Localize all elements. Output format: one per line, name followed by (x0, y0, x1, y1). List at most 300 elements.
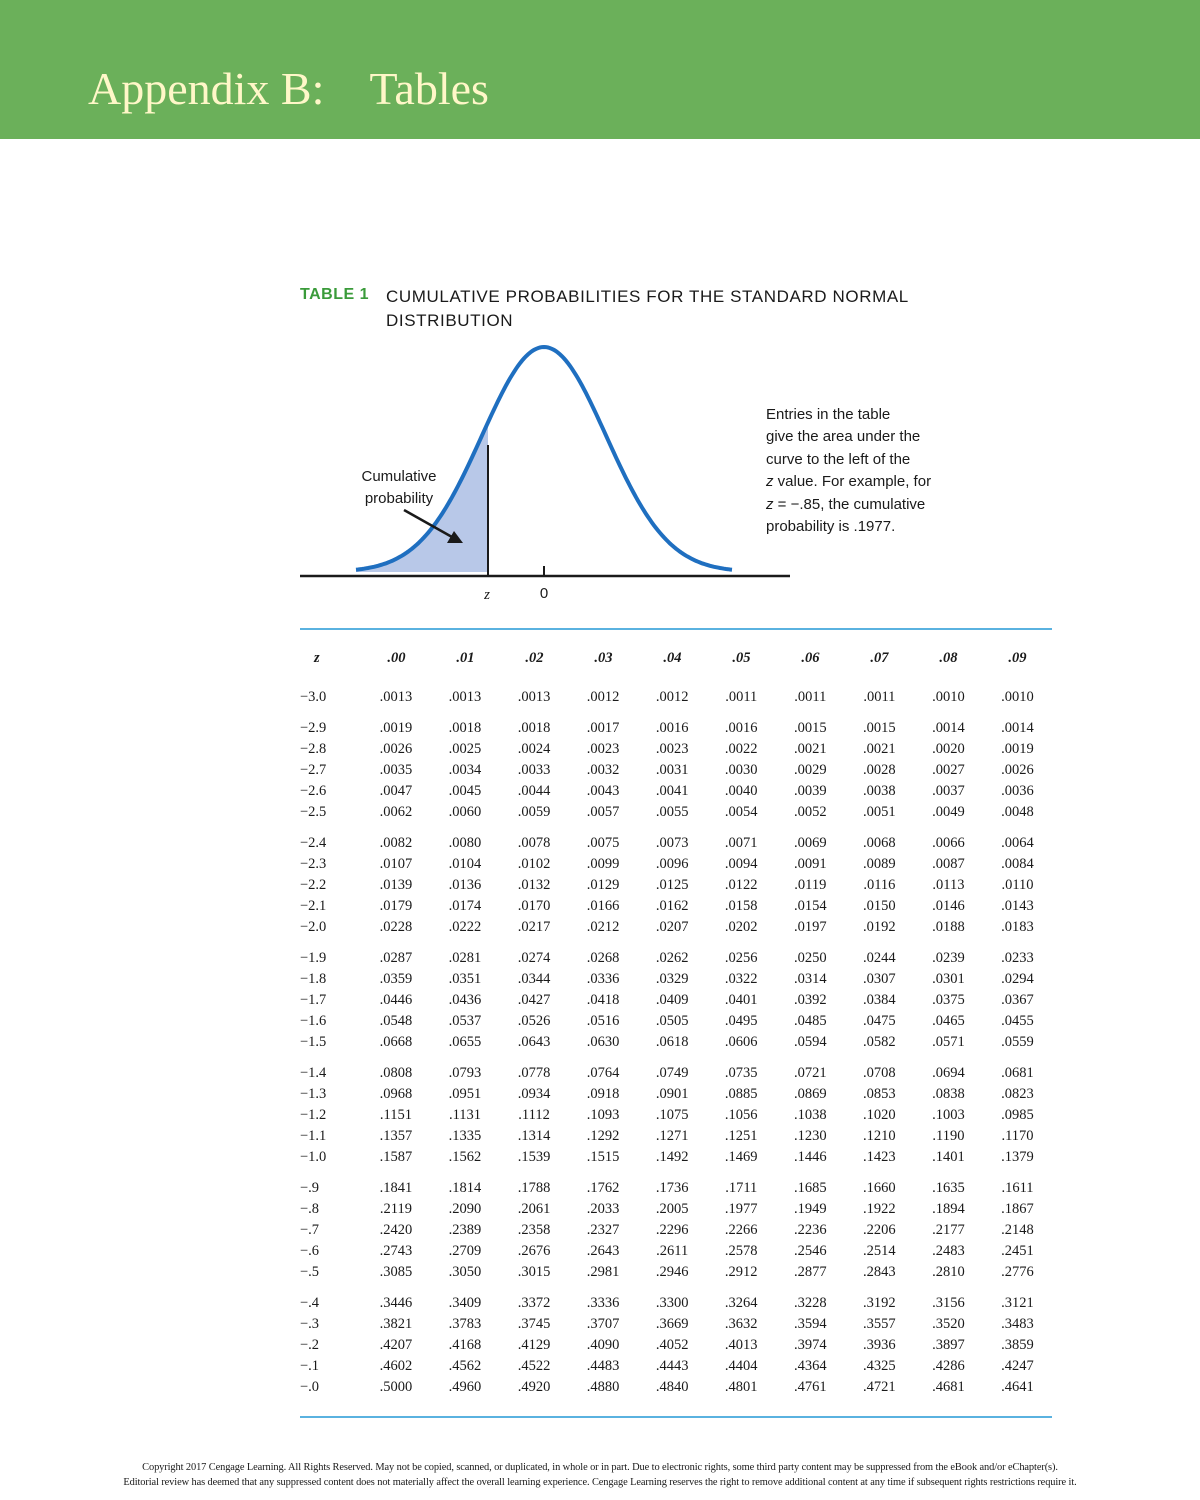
probability-cell: .0262 (655, 950, 689, 966)
zero-axis-label: 0 (539, 585, 549, 602)
probability-cell: .1515 (586, 1149, 620, 1165)
table-row (300, 1126, 1052, 1147)
probability-cell: .0094 (724, 856, 758, 872)
table-row (300, 896, 1052, 917)
probability-cell: .0038 (863, 783, 896, 799)
z-value-cell: −1.0 (300, 1149, 327, 1165)
probability-cell: .0256 (724, 950, 758, 966)
probability-cell: .0250 (793, 950, 827, 966)
note-line: z = −.85, the cumulative (766, 495, 926, 513)
z-value-cell: −2.7 (300, 762, 327, 778)
probability-cell: .2981 (586, 1264, 620, 1280)
probability-cell: .2776 (1001, 1264, 1034, 1280)
table-row (300, 1084, 1052, 1105)
probability-cell: .2743 (379, 1243, 413, 1259)
probability-cell: .0885 (724, 1086, 758, 1102)
z-value-cell: −2.5 (300, 804, 327, 820)
probability-cell: .2451 (1001, 1243, 1034, 1259)
probability-cell: .4364 (793, 1358, 827, 1374)
probability-cell: .0068 (863, 835, 896, 851)
probability-cell: .0239 (932, 950, 965, 966)
probability-cell: .0107 (379, 856, 413, 872)
z-value-cell: −.8 (300, 1201, 320, 1217)
table-row (300, 739, 1052, 760)
probability-cell: .1446 (793, 1149, 827, 1165)
table-row (300, 1063, 1052, 1084)
probability-cell: .1814 (448, 1180, 482, 1196)
probability-cell: .1977 (724, 1201, 758, 1217)
column-header: .05 (732, 650, 751, 666)
copyright-footer (0, 1460, 1200, 1490)
probability-cell: .0011 (725, 689, 758, 705)
probability-cell: .0359 (379, 971, 413, 987)
probability-cell: .3821 (379, 1316, 413, 1332)
table-row (300, 969, 1052, 990)
z-value-cell: −1.4 (300, 1065, 327, 1081)
probability-cell: .0838 (932, 1086, 965, 1102)
probability-cell: .2266 (724, 1222, 758, 1238)
probability-cell: .0606 (724, 1034, 758, 1050)
probability-cell: .0192 (863, 919, 896, 935)
probability-cell: .0019 (379, 720, 413, 736)
probability-cell: .2119 (379, 1201, 412, 1217)
probability-cell: .1112 (518, 1107, 550, 1123)
probability-cell: .0059 (517, 804, 551, 820)
column-header: .08 (939, 650, 958, 666)
probability-cell: .0154 (793, 898, 827, 914)
probability-cell: .0322 (724, 971, 758, 987)
probability-cell: .4880 (586, 1379, 620, 1395)
probability-cell: .0158 (724, 898, 758, 914)
probability-cell: .0035 (379, 762, 413, 778)
z-value-cell: −2.4 (300, 835, 327, 851)
z-value-cell: −1.2 (300, 1107, 327, 1123)
table-row (300, 1220, 1052, 1241)
probability-cell: .0336 (586, 971, 620, 987)
probability-cell: .0594 (793, 1034, 827, 1050)
probability-cell: .0023 (586, 741, 620, 757)
table-row (300, 990, 1052, 1011)
probability-cell: .0150 (863, 898, 896, 914)
probability-cell: .5000 (379, 1379, 413, 1395)
probability-cell: .2236 (793, 1222, 827, 1238)
probability-cell: .0057 (586, 804, 620, 820)
probability-cell: .3707 (586, 1316, 620, 1332)
probability-cell: .0017 (586, 720, 620, 736)
z-value-cell: −.0 (300, 1379, 320, 1395)
probability-cell: .1922 (863, 1201, 896, 1217)
table-row (300, 1314, 1052, 1335)
copyright-line-2: Editorial review has deemed that any suppressed content does not materially affect the overall learning experience. Cengage Learning reserves the right to remove additional content at any time if subsequent rights restrictions require it. (123, 1477, 1077, 1488)
probability-cell: .0446 (379, 992, 413, 1008)
z-value-cell: −.6 (300, 1243, 320, 1259)
probability-cell: .3300 (655, 1295, 689, 1311)
note-line: z value. For example, for (766, 473, 932, 491)
probability-cell: .3745 (517, 1316, 551, 1332)
probability-cell: .0436 (448, 992, 482, 1008)
probability-cell: .2843 (863, 1264, 896, 1280)
probability-cell: .0314 (793, 971, 827, 987)
probability-cell: .1230 (793, 1128, 827, 1144)
z-value-cell: −2.0 (300, 919, 327, 935)
probability-cell: .1788 (517, 1180, 551, 1196)
probability-cell: .4013 (724, 1337, 758, 1353)
probability-cell: .4960 (448, 1379, 482, 1395)
probability-cell: .0571 (932, 1034, 965, 1050)
probability-cell: .0146 (932, 898, 965, 914)
normal-curve (356, 347, 732, 570)
table-row (300, 1335, 1052, 1356)
table-row (300, 1105, 1052, 1126)
curve-label-line1: Cumulative (361, 468, 437, 485)
table-row (300, 854, 1052, 875)
probability-cell: .3156 (932, 1295, 965, 1311)
probability-cell: .0901 (655, 1086, 689, 1102)
probability-cell: .0016 (724, 720, 758, 736)
probability-cell: .1379 (1001, 1149, 1034, 1165)
probability-cell: .0132 (517, 877, 551, 893)
probability-cell: .0019 (1001, 741, 1034, 757)
probability-cell: .0351 (448, 971, 482, 987)
z-value-cell: −.7 (300, 1222, 320, 1238)
table-row (300, 1147, 1052, 1168)
probability-cell: .1611 (1001, 1180, 1034, 1196)
probability-cell: .4443 (655, 1358, 689, 1374)
table-row (300, 1011, 1052, 1032)
table-row (300, 917, 1052, 938)
probability-cell: .0031 (655, 762, 689, 778)
probability-cell: .1151 (379, 1107, 412, 1123)
probability-cell: .1292 (586, 1128, 620, 1144)
probability-cell: .0023 (655, 741, 689, 757)
z-value-cell: −3.0 (300, 689, 327, 705)
probability-cell: .0069 (793, 835, 827, 851)
probability-cell: .0869 (793, 1086, 827, 1102)
probability-cell: .0071 (724, 835, 758, 851)
probability-cell: .0392 (793, 992, 827, 1008)
cumulative-probability-table (300, 642, 1052, 1398)
z-value-cell: −.1 (300, 1358, 320, 1374)
probability-cell: .0048 (1001, 804, 1034, 820)
probability-cell: .0014 (1001, 720, 1034, 736)
probability-cell: .0073 (655, 835, 689, 851)
probability-cell: .0268 (586, 950, 620, 966)
probability-cell: .0011 (794, 689, 827, 705)
probability-cell: .0694 (932, 1065, 965, 1081)
probability-cell: .0022 (724, 741, 758, 757)
probability-cell: .1131 (448, 1107, 482, 1123)
probability-cell: .0013 (379, 689, 413, 705)
probability-cell: .3483 (1001, 1316, 1034, 1332)
probability-cell: .0014 (932, 720, 965, 736)
probability-cell: .3632 (724, 1316, 758, 1332)
probability-cell: .0222 (448, 919, 482, 935)
probability-cell: .0735 (724, 1065, 758, 1081)
probability-cell: .0021 (793, 741, 827, 757)
probability-cell: .0655 (448, 1034, 482, 1050)
table-row (300, 718, 1052, 739)
z-value-cell: −1.1 (300, 1128, 327, 1144)
probability-cell: .3446 (379, 1295, 413, 1311)
table-header-row (300, 642, 1052, 674)
probability-cell: .1093 (586, 1107, 620, 1123)
z-value-cell: −.2 (300, 1337, 320, 1353)
probability-cell: .0020 (932, 741, 965, 757)
probability-cell: .3372 (517, 1295, 551, 1311)
probability-cell: .2709 (448, 1243, 482, 1259)
probability-cell: .0233 (1001, 950, 1034, 966)
probability-cell: .4052 (655, 1337, 689, 1353)
probability-cell: .1056 (724, 1107, 758, 1123)
probability-cell: .2148 (1001, 1222, 1034, 1238)
column-header: .04 (663, 650, 682, 666)
probability-cell: .3336 (586, 1295, 620, 1311)
probability-cell: .4404 (724, 1358, 758, 1374)
normal-curve-figure (0, 340, 1200, 610)
probability-cell: .0116 (863, 877, 896, 893)
probability-cell: .0102 (517, 856, 551, 872)
probability-cell: .0409 (655, 992, 689, 1008)
probability-cell: .2912 (724, 1264, 758, 1280)
table-row (300, 1377, 1052, 1398)
probability-cell: .0202 (724, 919, 758, 935)
probability-cell: .4562 (448, 1358, 482, 1374)
header-banner (0, 0, 1200, 139)
probability-cell: .0455 (1001, 1013, 1034, 1029)
column-header: .01 (456, 650, 475, 666)
probability-cell: .0034 (448, 762, 482, 778)
probability-cell: .2177 (932, 1222, 965, 1238)
z-axis-label: z (484, 587, 490, 603)
probability-cell: .0054 (724, 804, 758, 820)
probability-cell: .0089 (863, 856, 896, 872)
table-row (300, 948, 1052, 969)
probability-cell: .0274 (517, 950, 551, 966)
probability-cell: .0548 (379, 1013, 413, 1029)
probability-cell: .0764 (586, 1065, 620, 1081)
probability-cell: .1841 (379, 1180, 413, 1196)
table-row (300, 1241, 1052, 1262)
probability-cell: .0951 (448, 1086, 482, 1102)
table-row (300, 1356, 1052, 1377)
probability-cell: .0793 (448, 1065, 482, 1081)
probability-cell: .3859 (1001, 1337, 1034, 1353)
probability-cell: .0047 (379, 783, 413, 799)
probability-cell: .0032 (586, 762, 620, 778)
probability-cell: .0028 (863, 762, 896, 778)
probability-cell: .0062 (379, 804, 413, 820)
probability-cell: .0052 (793, 804, 827, 820)
probability-cell: .1190 (932, 1128, 965, 1144)
probability-cell: .1357 (379, 1128, 413, 1144)
probability-cell: .0329 (655, 971, 689, 987)
probability-cell: .1335 (448, 1128, 482, 1144)
probability-cell: .0104 (448, 856, 482, 872)
probability-cell: .0015 (793, 720, 827, 736)
z-value-cell: −1.9 (300, 950, 327, 966)
probability-cell: .0918 (586, 1086, 620, 1102)
probability-cell: .0041 (655, 783, 689, 799)
probability-cell: .4641 (1001, 1379, 1034, 1395)
table-row (300, 802, 1052, 823)
probability-cell: .3594 (793, 1316, 827, 1332)
probability-cell: .0024 (517, 741, 551, 757)
probability-cell: .0207 (655, 919, 689, 935)
probability-cell: .0166 (586, 898, 620, 914)
probability-cell: .2296 (655, 1222, 689, 1238)
probability-cell: .0985 (1001, 1107, 1034, 1123)
z-value-cell: −.4 (300, 1295, 320, 1311)
probability-cell: .2546 (793, 1243, 827, 1259)
probability-cell: .3936 (863, 1337, 896, 1353)
probability-cell: .0016 (655, 720, 689, 736)
probability-cell: .1469 (724, 1149, 758, 1165)
probability-cell: .0294 (1001, 971, 1034, 987)
probability-cell: .0021 (863, 741, 896, 757)
probability-cell: .1867 (1001, 1201, 1034, 1217)
probability-cell: .1562 (448, 1149, 482, 1165)
probability-cell: .1949 (793, 1201, 827, 1217)
probability-cell: .0080 (448, 835, 482, 851)
z-value-cell: −1.8 (300, 971, 327, 987)
probability-cell: .1539 (517, 1149, 551, 1165)
probability-cell: .3228 (793, 1295, 827, 1311)
table-label: TABLE 1 (300, 286, 369, 303)
probability-cell: .0367 (1001, 992, 1034, 1008)
probability-cell: .4090 (586, 1337, 620, 1353)
table-row (300, 1199, 1052, 1220)
probability-cell: .3264 (724, 1295, 758, 1311)
probability-cell: .0044 (517, 783, 551, 799)
probability-cell: .4761 (793, 1379, 827, 1395)
probability-cell: .2389 (448, 1222, 482, 1238)
probability-cell: .2033 (586, 1201, 620, 1217)
normal-curve-svg (0, 340, 1200, 610)
probability-cell: .0375 (932, 992, 965, 1008)
probability-cell: .0307 (863, 971, 896, 987)
probability-cell: .2611 (656, 1243, 689, 1259)
probability-cell: .0136 (448, 877, 482, 893)
probability-cell: .0082 (379, 835, 413, 851)
column-header: .06 (801, 650, 820, 666)
probability-cell: .0129 (586, 877, 620, 893)
probability-cell: .3121 (1001, 1295, 1034, 1311)
probability-cell: .1762 (586, 1180, 620, 1196)
z-value-cell: −2.2 (300, 877, 327, 893)
curve-label-line2: probability (364, 490, 434, 507)
probability-cell: .0244 (863, 950, 896, 966)
probability-cell: .0119 (794, 877, 827, 893)
probability-cell: .0143 (1001, 898, 1034, 914)
probability-cell: .0188 (932, 919, 965, 935)
probability-cell: .3669 (655, 1316, 689, 1332)
probability-cell: .0122 (724, 877, 758, 893)
probability-cell: .4325 (863, 1358, 896, 1374)
probability-cell: .4247 (1001, 1358, 1034, 1374)
probability-cell: .0060 (448, 804, 482, 820)
probability-cell: .0427 (517, 992, 551, 1008)
probability-cell: .0505 (655, 1013, 689, 1029)
table-row (300, 875, 1052, 896)
probability-cell: .0078 (517, 835, 551, 851)
probability-cell: .0559 (1001, 1034, 1034, 1050)
column-header: .02 (525, 650, 544, 666)
probability-cell: .0012 (586, 689, 620, 705)
probability-cell: .0708 (863, 1065, 896, 1081)
probability-cell: .1736 (655, 1180, 689, 1196)
probability-cell: .0015 (863, 720, 896, 736)
probability-cell: .0681 (1001, 1065, 1034, 1081)
probability-cell: .0066 (932, 835, 965, 851)
probability-cell: .0139 (379, 877, 413, 893)
column-header: .03 (594, 650, 613, 666)
probability-cell: .0029 (793, 762, 827, 778)
probability-cell: .1271 (655, 1128, 689, 1144)
probability-cell: .1492 (655, 1149, 689, 1165)
column-header: .00 (387, 650, 406, 666)
probability-cell: .0049 (932, 804, 965, 820)
probability-cell: .0183 (1001, 919, 1034, 935)
table-row (300, 1262, 1052, 1283)
probability-cell: .0287 (379, 950, 413, 966)
probability-cell: .0025 (448, 741, 482, 757)
probability-cell: .2090 (448, 1201, 482, 1217)
z-value-cell: −2.6 (300, 783, 327, 799)
probability-cell: .2946 (655, 1264, 689, 1280)
table-row (300, 833, 1052, 854)
probability-cell: .0749 (655, 1065, 689, 1081)
probability-cell: .0026 (1001, 762, 1034, 778)
probability-cell: .4207 (379, 1337, 413, 1353)
probability-cell: .0010 (1001, 689, 1034, 705)
probability-cell: .1020 (863, 1107, 896, 1123)
probability-cell: .0179 (379, 898, 413, 914)
probability-cell: .0934 (517, 1086, 551, 1102)
note-line: probability is .1977. (766, 518, 896, 536)
probability-cell: .0037 (932, 783, 965, 799)
column-header: .07 (870, 650, 889, 666)
note-line: curve to the left of the (766, 450, 911, 468)
probability-cell: .4801 (724, 1379, 758, 1395)
table-caption: CUMULATIVE PROBABILITIES FOR THE STANDARD NORMAL DISTRIBUTION (386, 287, 909, 330)
probability-cell: .0091 (793, 856, 827, 872)
probability-cell: .0036 (1001, 783, 1034, 799)
probability-cell: .2810 (932, 1264, 965, 1280)
probability-cell: .4522 (517, 1358, 551, 1374)
probability-cell: .0096 (655, 856, 689, 872)
probability-cell: .0301 (932, 971, 965, 987)
probability-cell: .0968 (379, 1086, 413, 1102)
z-value-cell: −.5 (300, 1264, 320, 1280)
probability-cell: .0040 (724, 783, 758, 799)
probability-cell: .0808 (379, 1065, 413, 1081)
probability-cell: .1314 (517, 1128, 551, 1144)
probability-cell: .0011 (863, 689, 896, 705)
probability-cell: .3974 (793, 1337, 827, 1353)
probability-cell: .2420 (379, 1222, 413, 1238)
probability-cell: .0582 (863, 1034, 896, 1050)
table-row (300, 781, 1052, 802)
z-value-cell: −1.7 (300, 992, 327, 1008)
z-value-cell: −.3 (300, 1316, 320, 1332)
table-top-rule (300, 628, 1052, 630)
probability-cell: .0030 (724, 762, 758, 778)
probability-cell: .3520 (932, 1316, 965, 1332)
probability-cell: .1587 (379, 1149, 413, 1165)
probability-cell: .4129 (517, 1337, 551, 1353)
probability-cell: .4483 (586, 1358, 620, 1374)
probability-cell: .4721 (863, 1379, 896, 1395)
